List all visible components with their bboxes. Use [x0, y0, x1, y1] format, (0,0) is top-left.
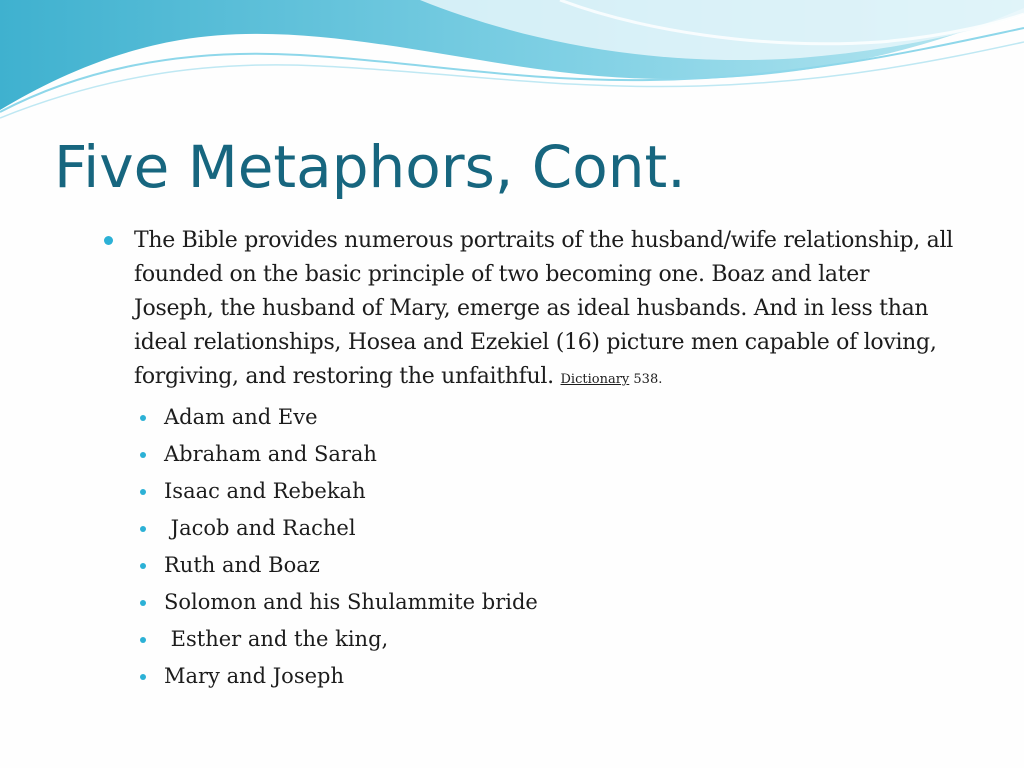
bullet-icon: [140, 452, 146, 458]
list-item: Abraham and Sarah: [104, 436, 954, 473]
list-item: Esther and the king,: [104, 621, 954, 658]
bullet-icon: [140, 674, 146, 680]
citation-title: Dictionary: [560, 372, 630, 387]
citation-page: 538.: [629, 372, 663, 387]
bullet-icon: [140, 563, 146, 569]
bullet-icon: [140, 415, 146, 421]
list-item: Solomon and his Shulammite bride: [104, 584, 954, 621]
header-wave-decoration: [0, 0, 1024, 130]
bullet-icon: [104, 236, 113, 245]
bullet-icon: [140, 489, 146, 495]
list-item: Adam and Eve: [104, 399, 954, 436]
slide-content: [104, 224, 954, 695]
list-item: Ruth and Boaz: [104, 547, 954, 584]
paragraph-text: The Bible provides numerous portraits of the husband/wife relationship, all founded on the basic principle of two becoming one. Boaz and later Joseph, the husband of Mary, emerge as ideal husbands. And in less than ideal relationships, Hosea and Ezekiel (16) picture men capable of loving, forgiving, and restoring the unfaithful.: [134, 228, 953, 389]
citation: [561, 372, 663, 387]
bullet-icon: [140, 637, 146, 643]
slide-title: Five Metaphors, Cont.: [54, 133, 686, 201]
couples-list: [104, 399, 954, 695]
bullet-icon: [140, 526, 146, 532]
list-item: Jacob and Rachel: [104, 510, 954, 547]
bullet-icon: [140, 600, 146, 606]
list-item: Mary and Joseph: [104, 658, 954, 695]
list-item: Isaac and Rebekah: [104, 473, 954, 510]
main-bullet-paragraph: [104, 224, 954, 397]
